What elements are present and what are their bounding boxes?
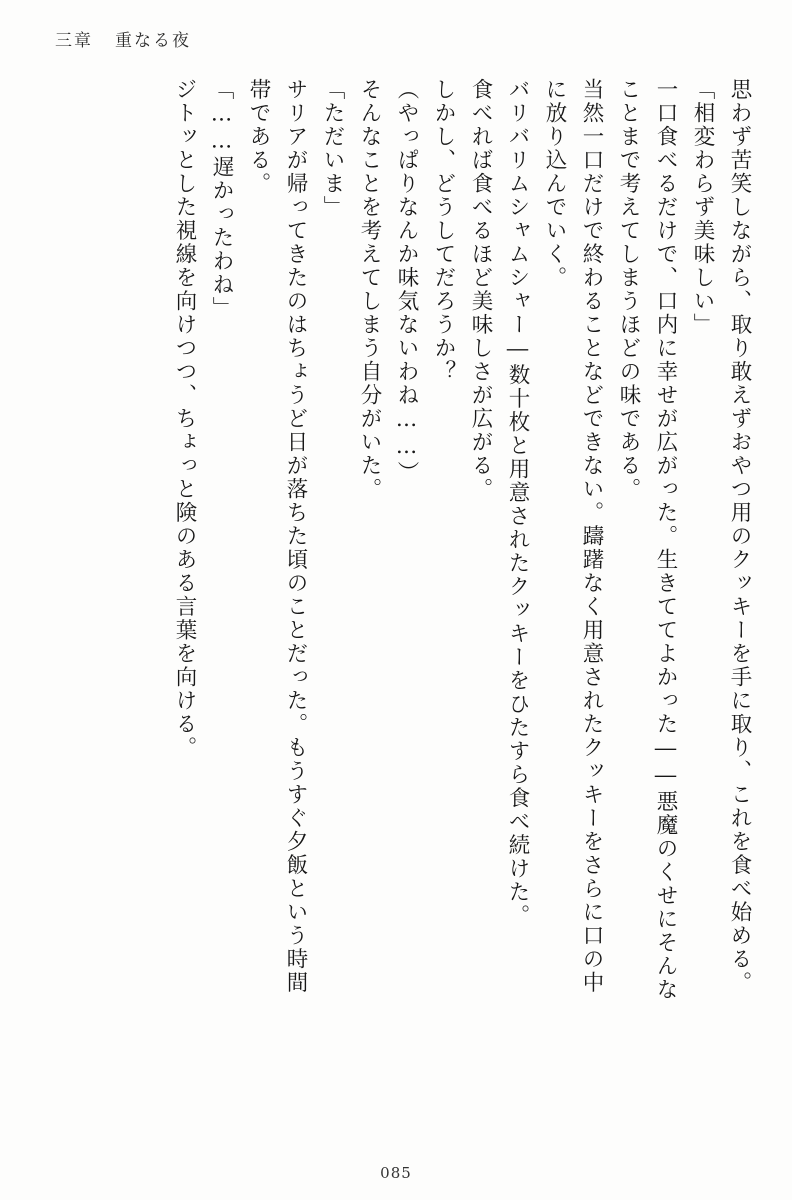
text-line: （やっぱりなんか味気ないわね……） [394,78,419,485]
text-line: バリバリムシャムシャー―数十枚と用意されたクッキーをひたすら食べ続けた。 [505,78,530,928]
text-line: 「……遅かったわね」 [209,78,234,320]
text-line: に放り込んでいく。 [542,78,567,290]
page-number: 085 [380,1164,412,1182]
text-line: しかし、どうしてだろうか？ [431,78,456,384]
text-line: 帯である。 [246,78,271,196]
text-line: 思わず苦笑しながら、取り敢えずおやつ用のクッキーを手に取り、これを食べ始める。 [727,78,752,995]
text-line: ジトッとした視線を向けつつ、ちょっと険のある言葉を向ける。 [172,78,197,760]
text-line: 「相変わらず美味しい」 [690,78,715,337]
text-line: サリアが帰ってきたのはちょうど日が落ちた頃のことだった。もうすぐ夕飯という時間 [283,78,308,995]
text-line: 「ただいま」 [320,78,345,219]
running-header [55,26,191,51]
text-line: ことまで考えてしまうほどの味である。 [616,78,641,501]
chapter-number: 三章 [55,31,93,51]
vertical-body-text [48,78,750,1133]
text-line: そんなことを考えてしまう自分がいた。 [357,78,382,501]
text-line: 食べれば食べるほど美味しさが広がる。 [468,78,493,501]
text-line: 一口食べるだけで、口内に幸せが広がった。生きててよかった――悪魔のくせにそんな [653,78,678,1002]
chapter-title: 重なる夜 [115,31,191,51]
text-line: 当然一口だけで終わることなどできない。躊躇なく用意されたクッキーをさらに口の中 [579,78,604,995]
